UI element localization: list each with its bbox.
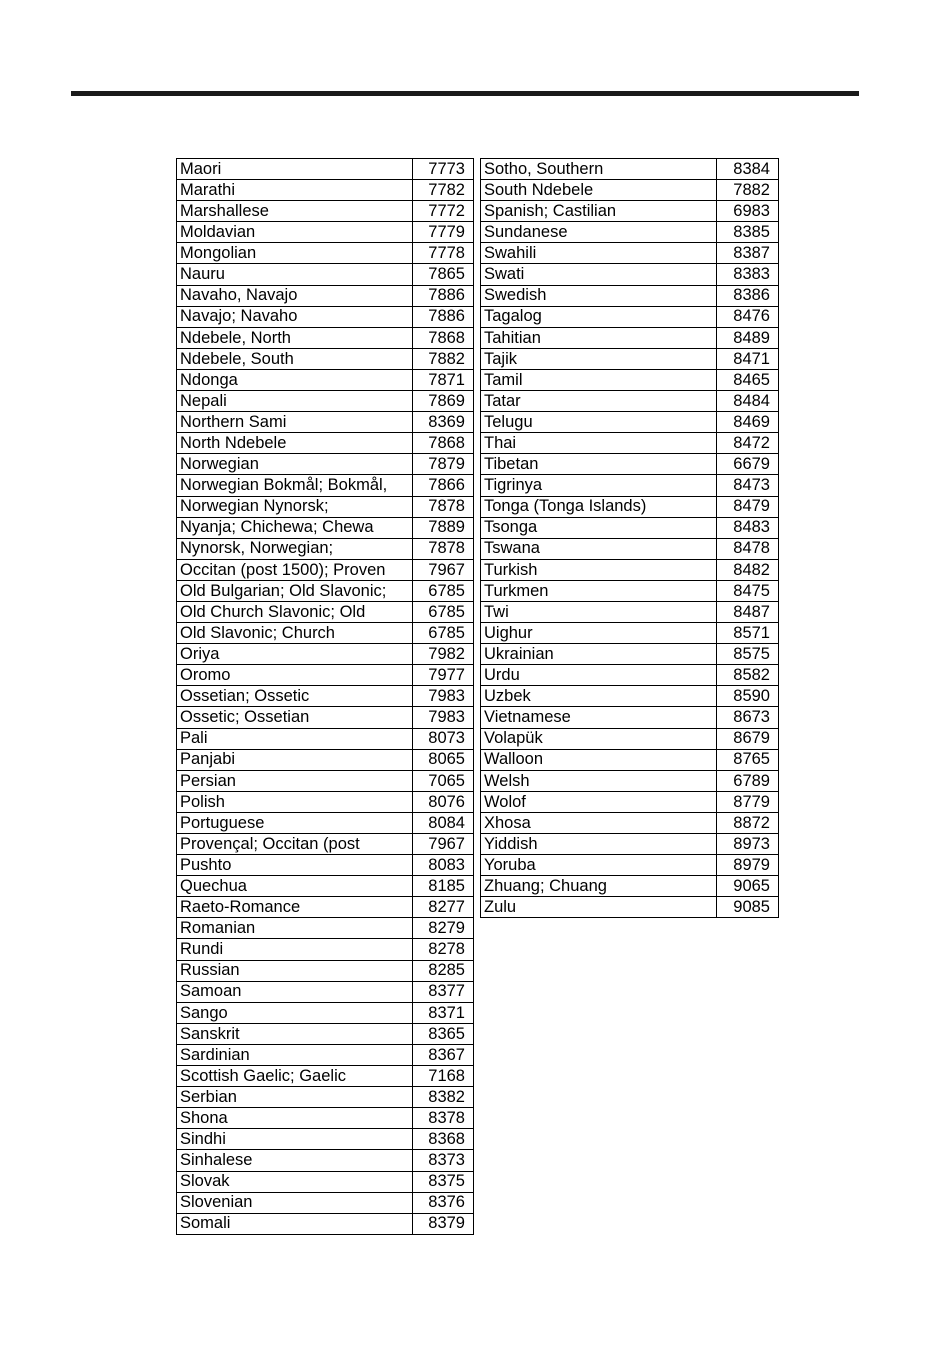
table-row [481, 538, 779, 559]
language-code-cell: 8386 [717, 285, 779, 306]
language-name-cell: Navajo; Navaho [177, 306, 413, 327]
language-code-cell: 8365 [413, 1023, 474, 1044]
language-name-cell: Swedish [481, 285, 717, 306]
table-row [481, 264, 779, 285]
language-code-cell: 8469 [717, 412, 779, 433]
language-code-cell: 7983 [413, 686, 474, 707]
language-code-cell: 8083 [413, 855, 474, 876]
language-name-cell: Scottish Gaelic; Gaelic [177, 1066, 413, 1087]
language-code-cell: 7868 [413, 433, 474, 454]
language-name-cell: Norwegian [177, 454, 413, 475]
language-code-cell: 7879 [413, 454, 474, 475]
language-name-cell: Tagalog [481, 306, 717, 327]
language-code-cell: 7782 [413, 180, 474, 201]
language-code-cell: 8385 [717, 222, 779, 243]
language-code-cell: 8373 [413, 1150, 474, 1171]
language-code-cell: 8471 [717, 348, 779, 369]
language-name-cell: Portuguese [177, 812, 413, 833]
language-code-cell: 8465 [717, 369, 779, 390]
language-code-cell: 8279 [413, 918, 474, 939]
table-row [481, 285, 779, 306]
language-code-cell: 8084 [413, 812, 474, 833]
table-row [177, 559, 474, 580]
table-row [481, 222, 779, 243]
language-code-cell: 8979 [717, 855, 779, 876]
language-name-cell: Volapük [481, 728, 717, 749]
language-code-cell: 6789 [717, 770, 779, 791]
table-row [177, 433, 474, 454]
table-row [177, 348, 474, 369]
language-code-cell: 8590 [717, 686, 779, 707]
table-row [177, 644, 474, 665]
language-name-cell: Uighur [481, 623, 717, 644]
language-code-cell: 8073 [413, 728, 474, 749]
language-code-cell: 7983 [413, 707, 474, 728]
language-name-cell: Raeto-Romance [177, 897, 413, 918]
language-code-cell: 9065 [717, 876, 779, 897]
language-name-cell: Slovenian [177, 1192, 413, 1213]
language-name-cell: Tonga (Tonga Islands) [481, 496, 717, 517]
language-name-cell: Swati [481, 264, 717, 285]
language-code-cell: 8679 [717, 728, 779, 749]
header-divider [71, 91, 859, 96]
language-code-cell: 8673 [717, 707, 779, 728]
language-name-cell: Rundi [177, 939, 413, 960]
language-code-cell: 7868 [413, 327, 474, 348]
language-name-cell: South Ndebele [481, 180, 717, 201]
language-name-cell: Ndonga [177, 369, 413, 390]
table-row [481, 728, 779, 749]
table-row [481, 369, 779, 390]
language-code-cell: 8065 [413, 749, 474, 770]
table-row [177, 1066, 474, 1087]
table-row [177, 285, 474, 306]
language-name-cell: Turkish [481, 559, 717, 580]
table-row [177, 876, 474, 897]
language-name-cell: Panjabi [177, 749, 413, 770]
table-row [481, 327, 779, 348]
language-name-cell: Sango [177, 1002, 413, 1023]
table-row [177, 1002, 474, 1023]
language-code-cell: 8376 [413, 1192, 474, 1213]
table-row [177, 1129, 474, 1150]
language-name-cell: Yiddish [481, 834, 717, 855]
language-name-cell: Old Slavonic; Church [177, 623, 413, 644]
language-code-cell: 7889 [413, 517, 474, 538]
language-code-cell: 6785 [413, 601, 474, 622]
language-code-cell: 8582 [717, 665, 779, 686]
language-name-cell: Turkmen [481, 580, 717, 601]
language-name-cell: Spanish; Castilian [481, 201, 717, 222]
table-row [177, 770, 474, 791]
table-row [481, 897, 779, 918]
table-row [177, 201, 474, 222]
table-row [481, 201, 779, 222]
language-name-cell: Mongolian [177, 243, 413, 264]
language-code-cell: 8575 [717, 644, 779, 665]
table-row [481, 791, 779, 812]
language-name-cell: Urdu [481, 665, 717, 686]
table-row [177, 243, 474, 264]
language-code-cell: 8387 [717, 243, 779, 264]
language-code-cell: 8375 [413, 1171, 474, 1192]
language-name-cell: Sindhi [177, 1129, 413, 1150]
language-name-cell: Slovak [177, 1171, 413, 1192]
language-name-cell: Tamil [481, 369, 717, 390]
language-name-cell: Tajik [481, 348, 717, 369]
language-name-cell: Pushto [177, 855, 413, 876]
language-code-cell: 7882 [413, 348, 474, 369]
language-name-cell: Sanskrit [177, 1023, 413, 1044]
table-row [177, 1108, 474, 1129]
table-row [177, 897, 474, 918]
language-code-cell: 8779 [717, 791, 779, 812]
language-code-cell: 7982 [413, 644, 474, 665]
language-name-cell: Nyanja; Chichewa; Chewa [177, 517, 413, 538]
table-row [177, 264, 474, 285]
language-name-cell: Ndebele, South [177, 348, 413, 369]
language-code-cell: 8371 [413, 1002, 474, 1023]
language-name-cell: Maori [177, 159, 413, 180]
language-name-cell: Nepali [177, 391, 413, 412]
language-code-table-right [480, 158, 779, 918]
language-name-cell: Ossetian; Ossetic [177, 686, 413, 707]
table-row [481, 749, 779, 770]
language-name-cell: Old Bulgarian; Old Slavonic; [177, 580, 413, 601]
language-name-cell: Sotho, Southern [481, 159, 717, 180]
table-row [481, 559, 779, 580]
table-body-left [177, 159, 474, 1235]
table-row [177, 834, 474, 855]
language-name-cell: Oriya [177, 644, 413, 665]
language-code-cell: 8383 [717, 264, 779, 285]
language-code-table-left [176, 158, 474, 1235]
language-code-cell: 8484 [717, 391, 779, 412]
language-name-cell: Occitan (post 1500); Proven [177, 559, 413, 580]
language-name-cell: Telugu [481, 412, 717, 433]
language-name-cell: Walloon [481, 749, 717, 770]
language-code-cell: 8571 [717, 623, 779, 644]
language-code-cell: 8368 [413, 1129, 474, 1150]
table-row [177, 686, 474, 707]
language-code-cell: 8473 [717, 475, 779, 496]
language-name-cell: North Ndebele [177, 433, 413, 454]
table-row [481, 243, 779, 264]
table-row [481, 517, 779, 538]
table-row [481, 601, 779, 622]
language-code-cell: 8478 [717, 538, 779, 559]
language-code-cell: 7882 [717, 180, 779, 201]
language-code-cell: 6785 [413, 623, 474, 644]
table-row [481, 834, 779, 855]
language-code-cell: 8973 [717, 834, 779, 855]
table-row [177, 391, 474, 412]
language-code-cell: 8185 [413, 876, 474, 897]
language-name-cell: Welsh [481, 770, 717, 791]
language-name-cell: Serbian [177, 1087, 413, 1108]
language-name-cell: Twi [481, 601, 717, 622]
language-code-cell: 6983 [717, 201, 779, 222]
language-name-cell: Norwegian Bokmål; Bokmål, [177, 475, 413, 496]
language-code-cell: 7778 [413, 243, 474, 264]
table-row [177, 180, 474, 201]
table-row [481, 454, 779, 475]
table-row [177, 306, 474, 327]
table-row [177, 369, 474, 390]
language-name-cell: Old Church Slavonic; Old [177, 601, 413, 622]
table-row [177, 665, 474, 686]
table-row [177, 1087, 474, 1108]
language-name-cell: Sinhalese [177, 1150, 413, 1171]
language-name-cell: Norwegian Nynorsk; [177, 496, 413, 517]
language-name-cell: Nauru [177, 264, 413, 285]
language-code-cell: 7977 [413, 665, 474, 686]
language-name-cell: Tsonga [481, 517, 717, 538]
language-code-cell: 8369 [413, 412, 474, 433]
language-code-cell: 8382 [413, 1087, 474, 1108]
language-name-cell: Tatar [481, 391, 717, 412]
table-row [481, 812, 779, 833]
table-row [177, 623, 474, 644]
table-row [481, 876, 779, 897]
language-name-cell: Marshallese [177, 201, 413, 222]
language-name-cell: Somali [177, 1213, 413, 1234]
table-row [481, 770, 779, 791]
language-name-cell: Zulu [481, 897, 717, 918]
table-row [177, 1044, 474, 1065]
language-code-cell: 8377 [413, 981, 474, 1002]
language-code-cell: 7886 [413, 285, 474, 306]
table-row [177, 517, 474, 538]
language-code-cell: 7772 [413, 201, 474, 222]
table-row [177, 981, 474, 1002]
language-name-cell: Ossetic; Ossetian [177, 707, 413, 728]
table-row [481, 496, 779, 517]
language-code-cell: 8476 [717, 306, 779, 327]
language-name-cell: Navaho, Navajo [177, 285, 413, 306]
language-code-cell: 7967 [413, 834, 474, 855]
language-name-cell: Sardinian [177, 1044, 413, 1065]
table-row [481, 475, 779, 496]
language-name-cell: Ukrainian [481, 644, 717, 665]
language-name-cell: Zhuang; Chuang [481, 876, 717, 897]
language-code-cell: 8285 [413, 960, 474, 981]
table-row [481, 180, 779, 201]
table-row [177, 1213, 474, 1234]
table-row [177, 749, 474, 770]
language-name-cell: Marathi [177, 180, 413, 201]
language-code-cell: 7886 [413, 306, 474, 327]
table-row [481, 391, 779, 412]
language-code-cell: 8487 [717, 601, 779, 622]
language-name-cell: Swahili [481, 243, 717, 264]
language-code-cell: 7168 [413, 1066, 474, 1087]
table-row [177, 812, 474, 833]
table-row [481, 348, 779, 369]
table-row [481, 580, 779, 601]
table-row [177, 728, 474, 749]
language-name-cell: Northern Sami [177, 412, 413, 433]
table-row [177, 960, 474, 981]
language-name-cell: Pali [177, 728, 413, 749]
language-code-cell: 7878 [413, 496, 474, 517]
language-code-cell: 8379 [413, 1213, 474, 1234]
table-row [481, 159, 779, 180]
language-code-cell: 6679 [717, 454, 779, 475]
language-name-cell: Romanian [177, 918, 413, 939]
language-code-cell: 8479 [717, 496, 779, 517]
language-name-cell: Russian [177, 960, 413, 981]
language-name-cell: Shona [177, 1108, 413, 1129]
language-code-cell: 6785 [413, 580, 474, 601]
table-row [481, 623, 779, 644]
language-code-cell: 8765 [717, 749, 779, 770]
language-name-cell: Moldavian [177, 222, 413, 243]
language-code-cell: 8277 [413, 897, 474, 918]
language-code-cell: 7866 [413, 475, 474, 496]
language-name-cell: Nynorsk, Norwegian; [177, 538, 413, 559]
table-row [481, 665, 779, 686]
table-row [177, 475, 474, 496]
language-name-cell: Uzbek [481, 686, 717, 707]
table-row [481, 855, 779, 876]
language-code-cell: 8475 [717, 580, 779, 601]
language-code-cell: 8367 [413, 1044, 474, 1065]
table-row [177, 1023, 474, 1044]
language-code-cell: 8482 [717, 559, 779, 580]
language-code-cell: 7865 [413, 264, 474, 285]
language-name-cell: Samoan [177, 981, 413, 1002]
language-name-cell: Persian [177, 770, 413, 791]
language-name-cell: Quechua [177, 876, 413, 897]
language-code-cell: 7065 [413, 770, 474, 791]
language-name-cell: Tahitian [481, 327, 717, 348]
table-row [177, 454, 474, 475]
language-code-cell: 8384 [717, 159, 779, 180]
table-row [481, 707, 779, 728]
language-name-cell: Thai [481, 433, 717, 454]
table-row [177, 159, 474, 180]
table-row [177, 707, 474, 728]
language-code-cell: 9085 [717, 897, 779, 918]
language-name-cell: Polish [177, 791, 413, 812]
language-name-cell: Tswana [481, 538, 717, 559]
table-row [481, 433, 779, 454]
language-code-cell: 8483 [717, 517, 779, 538]
table-row [177, 538, 474, 559]
table-row [177, 918, 474, 939]
table-row [481, 644, 779, 665]
language-code-cell: 8378 [413, 1108, 474, 1129]
table-row [177, 580, 474, 601]
language-code-cell: 8872 [717, 812, 779, 833]
language-code-cell: 7773 [413, 159, 474, 180]
language-code-cell: 8472 [717, 433, 779, 454]
table-row [177, 496, 474, 517]
table-body-right [481, 159, 779, 918]
language-name-cell: Ndebele, North [177, 327, 413, 348]
table-row [177, 1192, 474, 1213]
table-row [481, 686, 779, 707]
table-row [177, 412, 474, 433]
language-name-cell: Xhosa [481, 812, 717, 833]
table-row [177, 327, 474, 348]
table-row [481, 306, 779, 327]
language-code-cell: 7871 [413, 369, 474, 390]
table-row [177, 1171, 474, 1192]
language-name-cell: Tigrinya [481, 475, 717, 496]
language-name-cell: Oromo [177, 665, 413, 686]
language-name-cell: Sundanese [481, 222, 717, 243]
language-name-cell: Provençal; Occitan (post [177, 834, 413, 855]
language-name-cell: Vietnamese [481, 707, 717, 728]
table-row [177, 939, 474, 960]
table-row [177, 791, 474, 812]
table-row [177, 1150, 474, 1171]
language-code-cell: 8278 [413, 939, 474, 960]
language-code-cell: 7869 [413, 391, 474, 412]
language-code-cell: 7878 [413, 538, 474, 559]
table-row [481, 412, 779, 433]
language-name-cell: Yoruba [481, 855, 717, 876]
language-code-cell: 7779 [413, 222, 474, 243]
language-code-cell: 8076 [413, 791, 474, 812]
table-row [177, 855, 474, 876]
table-row [177, 601, 474, 622]
language-code-cell: 7967 [413, 559, 474, 580]
language-name-cell: Wolof [481, 791, 717, 812]
table-row [177, 222, 474, 243]
language-name-cell: Tibetan [481, 454, 717, 475]
language-code-cell: 8489 [717, 327, 779, 348]
